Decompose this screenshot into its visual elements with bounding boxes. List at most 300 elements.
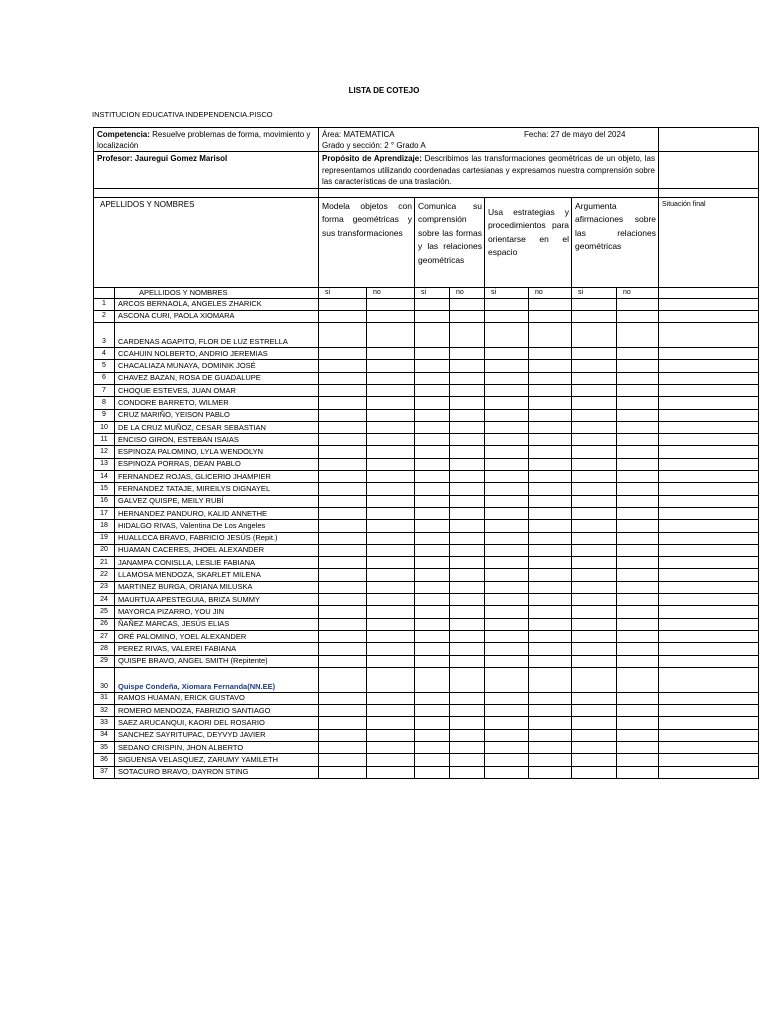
checkbox-cell[interactable] bbox=[367, 581, 415, 593]
checkbox-cell[interactable] bbox=[319, 520, 367, 532]
checkbox-cell[interactable] bbox=[415, 520, 450, 532]
checkbox-cell[interactable] bbox=[450, 348, 485, 360]
final-situation-cell[interactable] bbox=[659, 630, 759, 642]
checkbox-cell[interactable] bbox=[367, 495, 415, 507]
checkbox-cell[interactable] bbox=[485, 557, 529, 569]
checkbox-cell[interactable] bbox=[485, 532, 529, 544]
checkbox-cell[interactable] bbox=[450, 384, 485, 396]
checkbox-cell[interactable] bbox=[572, 507, 617, 519]
checkbox-cell[interactable] bbox=[367, 705, 415, 717]
checkbox-cell[interactable] bbox=[617, 667, 659, 692]
checkbox-cell[interactable] bbox=[367, 310, 415, 322]
final-situation-cell[interactable] bbox=[659, 520, 759, 532]
checkbox-cell[interactable] bbox=[415, 606, 450, 618]
checkbox-cell[interactable] bbox=[572, 569, 617, 581]
checkbox-cell[interactable] bbox=[319, 471, 367, 483]
checkbox-cell[interactable] bbox=[572, 594, 617, 606]
checkbox-cell[interactable] bbox=[572, 532, 617, 544]
checkbox-cell[interactable] bbox=[485, 409, 529, 421]
checkbox-cell[interactable] bbox=[415, 630, 450, 642]
checkbox-cell[interactable] bbox=[450, 643, 485, 655]
checkbox-cell[interactable] bbox=[319, 667, 367, 692]
checkbox-cell[interactable] bbox=[450, 471, 485, 483]
checkbox-cell[interactable] bbox=[617, 360, 659, 372]
checkbox-cell[interactable] bbox=[485, 581, 529, 593]
final-situation-cell[interactable] bbox=[659, 397, 759, 409]
checkbox-cell[interactable] bbox=[367, 421, 415, 433]
checkbox-cell[interactable] bbox=[319, 557, 367, 569]
checkbox-cell[interactable] bbox=[485, 742, 529, 754]
checkbox-cell[interactable] bbox=[367, 298, 415, 310]
checkbox-cell[interactable] bbox=[572, 495, 617, 507]
checkbox-cell[interactable] bbox=[485, 766, 529, 778]
checkbox-cell[interactable] bbox=[415, 384, 450, 396]
checkbox-cell[interactable] bbox=[617, 483, 659, 495]
final-situation-cell[interactable] bbox=[659, 446, 759, 458]
checkbox-cell[interactable] bbox=[485, 384, 529, 396]
checkbox-cell[interactable] bbox=[450, 532, 485, 544]
checkbox-cell[interactable] bbox=[367, 618, 415, 630]
checkbox-cell[interactable] bbox=[367, 754, 415, 766]
checkbox-cell[interactable] bbox=[617, 766, 659, 778]
checkbox-cell[interactable] bbox=[319, 348, 367, 360]
checkbox-cell[interactable] bbox=[572, 360, 617, 372]
final-situation-cell[interactable] bbox=[659, 667, 759, 692]
checkbox-cell[interactable] bbox=[450, 520, 485, 532]
checkbox-cell[interactable] bbox=[319, 507, 367, 519]
checkbox-cell[interactable] bbox=[617, 434, 659, 446]
final-situation-cell[interactable] bbox=[659, 348, 759, 360]
checkbox-cell[interactable] bbox=[319, 298, 367, 310]
checkbox-cell[interactable] bbox=[319, 409, 367, 421]
checkbox-cell[interactable] bbox=[319, 434, 367, 446]
checkbox-cell[interactable] bbox=[319, 630, 367, 642]
checkbox-cell[interactable] bbox=[367, 717, 415, 729]
checkbox-cell[interactable] bbox=[617, 618, 659, 630]
checkbox-cell[interactable] bbox=[415, 667, 450, 692]
checkbox-cell[interactable] bbox=[572, 606, 617, 618]
checkbox-cell[interactable] bbox=[572, 372, 617, 384]
checkbox-cell[interactable] bbox=[529, 692, 572, 704]
checkbox-cell[interactable] bbox=[485, 544, 529, 556]
checkbox-cell[interactable] bbox=[617, 495, 659, 507]
checkbox-cell[interactable] bbox=[529, 520, 572, 532]
checkbox-cell[interactable] bbox=[450, 323, 485, 348]
checkbox-cell[interactable] bbox=[572, 643, 617, 655]
checkbox-cell[interactable] bbox=[529, 323, 572, 348]
final-situation-cell[interactable] bbox=[659, 372, 759, 384]
checkbox-cell[interactable] bbox=[529, 766, 572, 778]
checkbox-cell[interactable] bbox=[529, 483, 572, 495]
checkbox-cell[interactable] bbox=[485, 643, 529, 655]
checkbox-cell[interactable] bbox=[572, 581, 617, 593]
checkbox-cell[interactable] bbox=[319, 618, 367, 630]
checkbox-cell[interactable] bbox=[572, 618, 617, 630]
checkbox-cell[interactable] bbox=[617, 507, 659, 519]
checkbox-cell[interactable] bbox=[529, 705, 572, 717]
checkbox-cell[interactable] bbox=[485, 446, 529, 458]
checkbox-cell[interactable] bbox=[529, 643, 572, 655]
checkbox-cell[interactable] bbox=[617, 544, 659, 556]
final-situation-cell[interactable] bbox=[659, 581, 759, 593]
checkbox-cell[interactable] bbox=[617, 569, 659, 581]
checkbox-cell[interactable] bbox=[529, 471, 572, 483]
checkbox-cell[interactable] bbox=[450, 729, 485, 741]
checkbox-cell[interactable] bbox=[415, 372, 450, 384]
checkbox-cell[interactable] bbox=[450, 754, 485, 766]
checkbox-cell[interactable] bbox=[617, 594, 659, 606]
checkbox-cell[interactable] bbox=[319, 421, 367, 433]
checkbox-cell[interactable] bbox=[450, 421, 485, 433]
checkbox-cell[interactable] bbox=[572, 742, 617, 754]
checkbox-cell[interactable] bbox=[319, 323, 367, 348]
checkbox-cell[interactable] bbox=[485, 520, 529, 532]
final-situation-cell[interactable] bbox=[659, 409, 759, 421]
checkbox-cell[interactable] bbox=[485, 569, 529, 581]
checkbox-cell[interactable] bbox=[617, 458, 659, 470]
checkbox-cell[interactable] bbox=[319, 742, 367, 754]
checkbox-cell[interactable] bbox=[319, 766, 367, 778]
checkbox-cell[interactable] bbox=[617, 655, 659, 667]
final-situation-cell[interactable] bbox=[659, 606, 759, 618]
checkbox-cell[interactable] bbox=[367, 692, 415, 704]
checkbox-cell[interactable] bbox=[529, 458, 572, 470]
checkbox-cell[interactable] bbox=[319, 594, 367, 606]
checkbox-cell[interactable] bbox=[367, 348, 415, 360]
final-situation-cell[interactable] bbox=[659, 594, 759, 606]
checkbox-cell[interactable] bbox=[617, 692, 659, 704]
checkbox-cell[interactable] bbox=[485, 717, 529, 729]
checkbox-cell[interactable] bbox=[529, 372, 572, 384]
checkbox-cell[interactable] bbox=[415, 323, 450, 348]
checkbox-cell[interactable] bbox=[415, 397, 450, 409]
checkbox-cell[interactable] bbox=[367, 360, 415, 372]
final-situation-cell[interactable] bbox=[659, 569, 759, 581]
checkbox-cell[interactable] bbox=[415, 569, 450, 581]
checkbox-cell[interactable] bbox=[485, 606, 529, 618]
final-situation-cell[interactable] bbox=[659, 729, 759, 741]
checkbox-cell[interactable] bbox=[367, 409, 415, 421]
checkbox-cell[interactable] bbox=[367, 667, 415, 692]
checkbox-cell[interactable] bbox=[617, 409, 659, 421]
checkbox-cell[interactable] bbox=[529, 557, 572, 569]
checkbox-cell[interactable] bbox=[572, 729, 617, 741]
checkbox-cell[interactable] bbox=[529, 754, 572, 766]
checkbox-cell[interactable] bbox=[450, 655, 485, 667]
checkbox-cell[interactable] bbox=[485, 729, 529, 741]
checkbox-cell[interactable] bbox=[415, 618, 450, 630]
checkbox-cell[interactable] bbox=[572, 397, 617, 409]
checkbox-cell[interactable] bbox=[529, 360, 572, 372]
final-situation-cell[interactable] bbox=[659, 557, 759, 569]
final-situation-cell[interactable] bbox=[659, 754, 759, 766]
checkbox-cell[interactable] bbox=[529, 581, 572, 593]
checkbox-cell[interactable] bbox=[367, 544, 415, 556]
checkbox-cell[interactable] bbox=[367, 323, 415, 348]
checkbox-cell[interactable] bbox=[319, 372, 367, 384]
checkbox-cell[interactable] bbox=[617, 446, 659, 458]
checkbox-cell[interactable] bbox=[367, 606, 415, 618]
checkbox-cell[interactable] bbox=[319, 446, 367, 458]
checkbox-cell[interactable] bbox=[485, 667, 529, 692]
checkbox-cell[interactable] bbox=[367, 384, 415, 396]
checkbox-cell[interactable] bbox=[367, 655, 415, 667]
final-situation-cell[interactable] bbox=[659, 742, 759, 754]
checkbox-cell[interactable] bbox=[415, 742, 450, 754]
checkbox-cell[interactable] bbox=[415, 655, 450, 667]
checkbox-cell[interactable] bbox=[415, 483, 450, 495]
checkbox-cell[interactable] bbox=[415, 434, 450, 446]
checkbox-cell[interactable] bbox=[572, 557, 617, 569]
checkbox-cell[interactable] bbox=[415, 717, 450, 729]
checkbox-cell[interactable] bbox=[529, 298, 572, 310]
checkbox-cell[interactable] bbox=[485, 618, 529, 630]
checkbox-cell[interactable] bbox=[572, 717, 617, 729]
checkbox-cell[interactable] bbox=[415, 298, 450, 310]
checkbox-cell[interactable] bbox=[450, 581, 485, 593]
final-situation-cell[interactable] bbox=[659, 384, 759, 396]
checkbox-cell[interactable] bbox=[319, 360, 367, 372]
checkbox-cell[interactable] bbox=[485, 397, 529, 409]
final-situation-cell[interactable] bbox=[659, 310, 759, 322]
checkbox-cell[interactable] bbox=[485, 372, 529, 384]
checkbox-cell[interactable] bbox=[529, 742, 572, 754]
checkbox-cell[interactable] bbox=[415, 507, 450, 519]
checkbox-cell[interactable] bbox=[485, 421, 529, 433]
checkbox-cell[interactable] bbox=[572, 409, 617, 421]
checkbox-cell[interactable] bbox=[485, 630, 529, 642]
checkbox-cell[interactable] bbox=[617, 397, 659, 409]
checkbox-cell[interactable] bbox=[529, 397, 572, 409]
checkbox-cell[interactable] bbox=[415, 360, 450, 372]
final-situation-cell[interactable] bbox=[659, 618, 759, 630]
checkbox-cell[interactable] bbox=[485, 705, 529, 717]
checkbox-cell[interactable] bbox=[485, 495, 529, 507]
checkbox-cell[interactable] bbox=[450, 434, 485, 446]
checkbox-cell[interactable] bbox=[617, 348, 659, 360]
checkbox-cell[interactable] bbox=[319, 606, 367, 618]
final-situation-cell[interactable] bbox=[659, 298, 759, 310]
checkbox-cell[interactable] bbox=[572, 655, 617, 667]
checkbox-cell[interactable] bbox=[450, 606, 485, 618]
checkbox-cell[interactable] bbox=[529, 384, 572, 396]
checkbox-cell[interactable] bbox=[367, 766, 415, 778]
checkbox-cell[interactable] bbox=[415, 471, 450, 483]
checkbox-cell[interactable] bbox=[572, 754, 617, 766]
final-situation-cell[interactable] bbox=[659, 360, 759, 372]
checkbox-cell[interactable] bbox=[572, 323, 617, 348]
checkbox-cell[interactable] bbox=[617, 421, 659, 433]
checkbox-cell[interactable] bbox=[529, 348, 572, 360]
checkbox-cell[interactable] bbox=[367, 557, 415, 569]
checkbox-cell[interactable] bbox=[415, 446, 450, 458]
checkbox-cell[interactable] bbox=[450, 507, 485, 519]
checkbox-cell[interactable] bbox=[617, 606, 659, 618]
checkbox-cell[interactable] bbox=[485, 471, 529, 483]
checkbox-cell[interactable] bbox=[319, 544, 367, 556]
checkbox-cell[interactable] bbox=[617, 298, 659, 310]
checkbox-cell[interactable] bbox=[617, 705, 659, 717]
checkbox-cell[interactable] bbox=[415, 544, 450, 556]
final-situation-cell[interactable] bbox=[659, 495, 759, 507]
checkbox-cell[interactable] bbox=[572, 421, 617, 433]
checkbox-cell[interactable] bbox=[319, 310, 367, 322]
checkbox-cell[interactable] bbox=[319, 458, 367, 470]
final-situation-cell[interactable] bbox=[659, 766, 759, 778]
checkbox-cell[interactable] bbox=[485, 434, 529, 446]
checkbox-cell[interactable] bbox=[415, 458, 450, 470]
checkbox-cell[interactable] bbox=[617, 520, 659, 532]
checkbox-cell[interactable] bbox=[367, 594, 415, 606]
checkbox-cell[interactable] bbox=[529, 618, 572, 630]
checkbox-cell[interactable] bbox=[572, 310, 617, 322]
checkbox-cell[interactable] bbox=[450, 298, 485, 310]
checkbox-cell[interactable] bbox=[529, 409, 572, 421]
checkbox-cell[interactable] bbox=[450, 557, 485, 569]
checkbox-cell[interactable] bbox=[415, 532, 450, 544]
checkbox-cell[interactable] bbox=[415, 766, 450, 778]
checkbox-cell[interactable] bbox=[572, 520, 617, 532]
checkbox-cell[interactable] bbox=[319, 754, 367, 766]
checkbox-cell[interactable] bbox=[319, 532, 367, 544]
final-situation-cell[interactable] bbox=[659, 507, 759, 519]
checkbox-cell[interactable] bbox=[367, 569, 415, 581]
checkbox-cell[interactable] bbox=[485, 754, 529, 766]
checkbox-cell[interactable] bbox=[529, 310, 572, 322]
checkbox-cell[interactable] bbox=[572, 446, 617, 458]
final-situation-cell[interactable] bbox=[659, 532, 759, 544]
checkbox-cell[interactable] bbox=[617, 742, 659, 754]
checkbox-cell[interactable] bbox=[485, 594, 529, 606]
checkbox-cell[interactable] bbox=[529, 729, 572, 741]
final-situation-cell[interactable] bbox=[659, 692, 759, 704]
checkbox-cell[interactable] bbox=[572, 692, 617, 704]
final-situation-cell[interactable] bbox=[659, 655, 759, 667]
checkbox-cell[interactable] bbox=[415, 409, 450, 421]
checkbox-cell[interactable] bbox=[450, 495, 485, 507]
final-situation-cell[interactable] bbox=[659, 458, 759, 470]
checkbox-cell[interactable] bbox=[617, 557, 659, 569]
checkbox-cell[interactable] bbox=[367, 742, 415, 754]
checkbox-cell[interactable] bbox=[529, 594, 572, 606]
final-situation-cell[interactable] bbox=[659, 544, 759, 556]
checkbox-cell[interactable] bbox=[415, 729, 450, 741]
checkbox-cell[interactable] bbox=[485, 507, 529, 519]
final-situation-cell[interactable] bbox=[659, 421, 759, 433]
checkbox-cell[interactable] bbox=[572, 471, 617, 483]
checkbox-cell[interactable] bbox=[415, 557, 450, 569]
checkbox-cell[interactable] bbox=[572, 705, 617, 717]
checkbox-cell[interactable] bbox=[572, 434, 617, 446]
checkbox-cell[interactable] bbox=[450, 717, 485, 729]
checkbox-cell[interactable] bbox=[319, 483, 367, 495]
checkbox-cell[interactable] bbox=[450, 630, 485, 642]
checkbox-cell[interactable] bbox=[319, 655, 367, 667]
checkbox-cell[interactable] bbox=[367, 520, 415, 532]
checkbox-cell[interactable] bbox=[529, 434, 572, 446]
checkbox-cell[interactable] bbox=[617, 323, 659, 348]
checkbox-cell[interactable] bbox=[529, 655, 572, 667]
checkbox-cell[interactable] bbox=[617, 372, 659, 384]
checkbox-cell[interactable] bbox=[485, 348, 529, 360]
checkbox-cell[interactable] bbox=[367, 532, 415, 544]
checkbox-cell[interactable] bbox=[572, 298, 617, 310]
checkbox-cell[interactable] bbox=[450, 483, 485, 495]
checkbox-cell[interactable] bbox=[529, 495, 572, 507]
checkbox-cell[interactable] bbox=[415, 495, 450, 507]
checkbox-cell[interactable] bbox=[450, 446, 485, 458]
checkbox-cell[interactable] bbox=[529, 507, 572, 519]
checkbox-cell[interactable] bbox=[415, 643, 450, 655]
checkbox-cell[interactable] bbox=[450, 310, 485, 322]
checkbox-cell[interactable] bbox=[319, 643, 367, 655]
final-situation-cell[interactable] bbox=[659, 323, 759, 348]
checkbox-cell[interactable] bbox=[617, 384, 659, 396]
checkbox-cell[interactable] bbox=[319, 692, 367, 704]
checkbox-cell[interactable] bbox=[450, 372, 485, 384]
checkbox-cell[interactable] bbox=[485, 483, 529, 495]
checkbox-cell[interactable] bbox=[529, 446, 572, 458]
final-situation-cell[interactable] bbox=[659, 471, 759, 483]
checkbox-cell[interactable] bbox=[367, 643, 415, 655]
checkbox-cell[interactable] bbox=[450, 360, 485, 372]
checkbox-cell[interactable] bbox=[617, 717, 659, 729]
checkbox-cell[interactable] bbox=[485, 458, 529, 470]
checkbox-cell[interactable] bbox=[617, 310, 659, 322]
checkbox-cell[interactable] bbox=[617, 471, 659, 483]
checkbox-cell[interactable] bbox=[367, 630, 415, 642]
checkbox-cell[interactable] bbox=[529, 421, 572, 433]
checkbox-cell[interactable] bbox=[319, 729, 367, 741]
checkbox-cell[interactable] bbox=[450, 569, 485, 581]
checkbox-cell[interactable] bbox=[367, 397, 415, 409]
final-situation-cell[interactable] bbox=[659, 717, 759, 729]
checkbox-cell[interactable] bbox=[415, 692, 450, 704]
checkbox-cell[interactable] bbox=[319, 397, 367, 409]
checkbox-cell[interactable] bbox=[572, 458, 617, 470]
checkbox-cell[interactable] bbox=[450, 544, 485, 556]
checkbox-cell[interactable] bbox=[485, 655, 529, 667]
checkbox-cell[interactable] bbox=[617, 643, 659, 655]
checkbox-cell[interactable] bbox=[450, 766, 485, 778]
checkbox-cell[interactable] bbox=[617, 532, 659, 544]
checkbox-cell[interactable] bbox=[415, 310, 450, 322]
checkbox-cell[interactable] bbox=[367, 372, 415, 384]
checkbox-cell[interactable] bbox=[367, 446, 415, 458]
checkbox-cell[interactable] bbox=[572, 384, 617, 396]
checkbox-cell[interactable] bbox=[450, 594, 485, 606]
checkbox-cell[interactable] bbox=[415, 705, 450, 717]
checkbox-cell[interactable] bbox=[415, 754, 450, 766]
checkbox-cell[interactable] bbox=[450, 409, 485, 421]
checkbox-cell[interactable] bbox=[529, 544, 572, 556]
final-situation-cell[interactable] bbox=[659, 643, 759, 655]
checkbox-cell[interactable] bbox=[450, 618, 485, 630]
checkbox-cell[interactable] bbox=[367, 507, 415, 519]
checkbox-cell[interactable] bbox=[367, 434, 415, 446]
final-situation-cell[interactable] bbox=[659, 434, 759, 446]
checkbox-cell[interactable] bbox=[485, 360, 529, 372]
checkbox-cell[interactable] bbox=[485, 310, 529, 322]
checkbox-cell[interactable] bbox=[572, 544, 617, 556]
checkbox-cell[interactable] bbox=[450, 705, 485, 717]
checkbox-cell[interactable] bbox=[450, 742, 485, 754]
checkbox-cell[interactable] bbox=[319, 495, 367, 507]
checkbox-cell[interactable] bbox=[415, 594, 450, 606]
checkbox-cell[interactable] bbox=[617, 754, 659, 766]
checkbox-cell[interactable] bbox=[485, 298, 529, 310]
checkbox-cell[interactable] bbox=[319, 384, 367, 396]
